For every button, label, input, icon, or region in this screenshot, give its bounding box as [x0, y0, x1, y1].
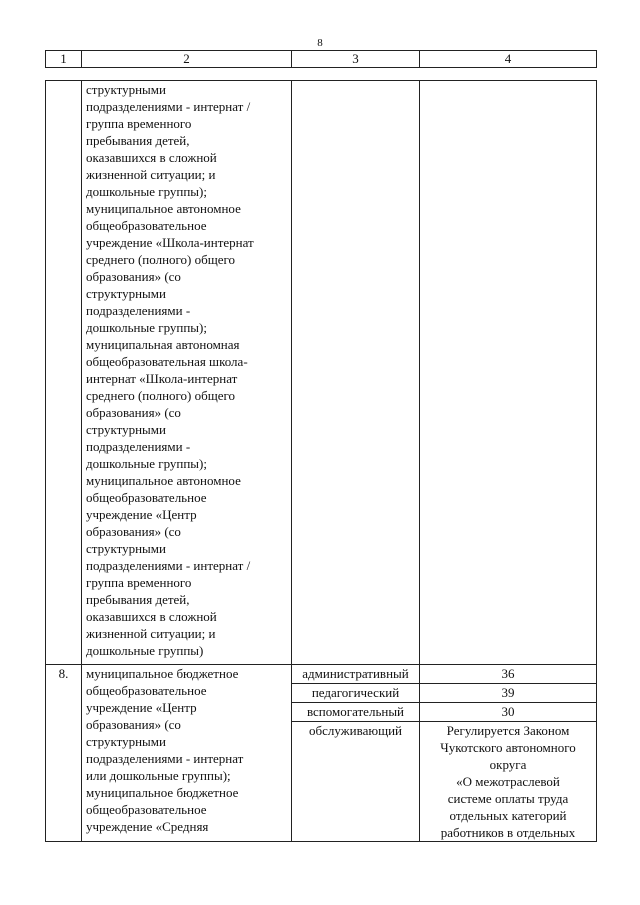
header-col-2: 2 — [82, 51, 292, 68]
header-row — [46, 51, 597, 68]
header-col-3: 3 — [292, 51, 420, 68]
staff-value-pedagogical: 39 — [420, 684, 597, 703]
staff-value-administrative: 36 — [420, 665, 597, 684]
row-8 — [46, 665, 597, 684]
staff-category-pedagogical: педагогический — [292, 684, 420, 703]
continued-row-institutions: структурными подразделениями - интернат / группа временного пребывания детей, оказавшихся в сложной жизненной ситуации; и дошкольные группы); муниципальное автономное общеобразовательное учреждение «Школа-интернат среднего (полного) общего образования» (со структурными подразделениями - дошкольные группы); муниципальная автономная общеобразовательная школа- интернат «Школа-интернат среднего (полного) общего образования» (со структурными подразделениями - дошкольные группы); муниципальное автономное общеобразовательное учреждение «Центр образования» (со структурными подразделениями - интернат / группа временного пребывания детей, оказавшихся в сложной жизненной ситуации; и дошкольные группы) — [82, 81, 292, 665]
header-col-1: 1 — [46, 51, 82, 68]
staff-category-auxiliary: вспомогательный — [292, 703, 420, 722]
staff-category-service: обслуживающий — [292, 722, 420, 842]
continued-row — [46, 81, 597, 665]
staff-value-auxiliary: 30 — [420, 703, 597, 722]
staff-value-service: Регулируется Законом Чукотского автономного округа «О межотраслевой системе оплаты труда отдельных категорий работников в отдельных — [420, 722, 597, 842]
main-table — [45, 80, 597, 842]
continued-row-number-cell — [46, 81, 82, 665]
row-8-institutions: муниципальное бюджетное общеобразовательное учреждение «Центр образования» (со структурными подразделениями - интернат или дошкольные группы); муниципальное бюджетное общеобразовательное учреждение «Средняя — [82, 665, 292, 842]
column-header-table — [45, 50, 597, 68]
continued-row-value-cell — [420, 81, 597, 665]
row-8-number: 8. — [46, 665, 82, 842]
continued-row-category-cell — [292, 81, 420, 665]
page-number: 8 — [317, 37, 323, 49]
header-col-4: 4 — [420, 51, 597, 68]
staff-category-administrative: административный — [292, 665, 420, 684]
